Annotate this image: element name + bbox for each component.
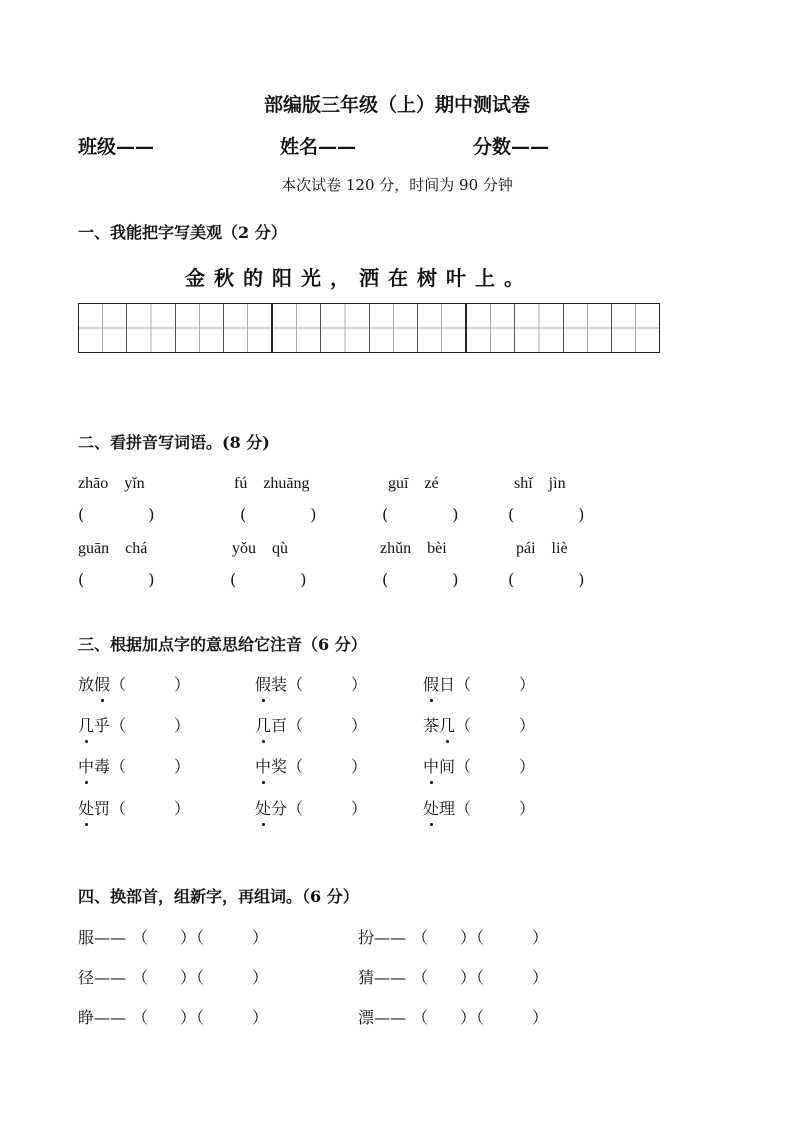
answer-blank[interactable]: （ ）（ ） [132,928,269,947]
word-char: 茶 [423,716,440,735]
grid-cell[interactable] [127,304,175,352]
word-char: 理 [439,799,456,818]
radical-word: 径—— [78,968,127,987]
exam-note: 本次试卷 120 分，时间为 90 分钟 [281,176,513,194]
dotted-word [255,713,367,736]
answer-blank[interactable]: （ ） [287,799,368,818]
pinyin-item: zhǔn bèi [380,540,447,557]
grid-cell[interactable] [467,304,515,352]
score-label: 分数—— [473,136,550,158]
dotted-word [423,754,535,777]
dotted-char: 中 [78,754,94,777]
grid-cell[interactable] [79,304,127,352]
word-char: 分 [271,799,288,818]
word-char: 毒 [94,757,111,776]
grid-block [466,303,660,353]
answer-blank[interactable]: （ ） [110,675,191,694]
dotted-word [423,713,535,736]
dotted-char: 处 [78,796,94,819]
pinyin-item: pái liè [516,540,568,557]
radical-word: 服—— [78,928,127,947]
class-label: 班级—— [78,136,155,158]
dotted-word [255,672,367,695]
grid-cell[interactable] [273,304,321,352]
dotted-word [78,713,190,736]
dotted-char: 处 [423,796,439,819]
dotted-char: 几 [439,713,455,736]
pinyin-item: shǐ jìn [514,475,566,492]
grid-cell[interactable] [418,304,465,352]
grid-cell[interactable] [176,304,224,352]
grid-cell[interactable] [370,304,418,352]
answer-blank[interactable]: （ ）（ ） [132,968,269,987]
copy-sentence: 金秋的阳光，洒在树叶上。 [185,266,533,290]
grid-cell[interactable] [321,304,369,352]
name-label: 姓名—— [280,136,357,158]
grid-cell[interactable] [224,304,271,352]
answer-blank[interactable]: （ ） [110,799,191,818]
section1-heading: 一、我能把字写美观（2 分） [78,223,287,242]
answer-blank[interactable]: ( ) [382,570,459,589]
answer-blank[interactable]: （ ）（ ） [412,1008,549,1027]
answer-blank[interactable]: ( ) [78,505,155,524]
answer-blank[interactable]: ( ) [78,570,155,589]
grid-block [78,303,272,353]
dotted-char: 假 [423,672,439,695]
dotted-word [78,796,190,819]
writing-grid [78,303,660,353]
answer-blank[interactable]: ( ) [508,505,585,524]
answer-blank[interactable]: （ ） [455,716,536,735]
word-char: 罚 [94,799,111,818]
dotted-char: 中 [255,754,271,777]
dotted-word [423,672,535,695]
word-char: 奖 [271,757,288,776]
word-char: 装 [271,675,288,694]
radical-word: 扮—— [358,928,407,947]
pinyin-item: guī zé [388,475,439,492]
answer-blank[interactable]: （ ）（ ） [132,1008,269,1027]
dotted-word [423,796,535,819]
dotted-char: 处 [255,796,271,819]
pinyin-item: zhāo yǐn [78,475,145,492]
section2-heading: 二、看拼音写词语。(8 分) [78,433,270,452]
pinyin-item: guān chá [78,540,148,557]
dotted-word [78,754,190,777]
dotted-char: 中 [423,754,439,777]
answer-blank[interactable]: （ ） [287,675,368,694]
answer-blank[interactable]: （ ） [455,675,536,694]
answer-blank[interactable]: ( ) [240,505,317,524]
grid-block [272,303,466,353]
pinyin-item: fú zhuāng [234,475,310,492]
answer-blank[interactable]: （ ） [455,757,536,776]
answer-blank[interactable]: （ ）（ ） [412,928,549,947]
answer-blank[interactable]: （ ） [110,716,191,735]
answer-blank[interactable]: ( ) [230,570,307,589]
dotted-char: 假 [94,672,110,695]
word-char: 日 [439,675,456,694]
grid-cell[interactable] [515,304,563,352]
radical-word: 猜—— [358,968,407,987]
answer-blank[interactable]: （ ） [110,757,191,776]
word-char: 间 [439,757,456,776]
dotted-word [255,796,367,819]
dotted-word [78,672,190,695]
word-char: 乎 [94,716,111,735]
word-char: 百 [271,716,288,735]
grid-cell[interactable] [564,304,612,352]
dotted-char: 几 [78,713,94,736]
grid-cell[interactable] [612,304,659,352]
answer-blank[interactable]: ( ) [382,505,459,524]
section3-heading: 三、根据加点字的意思给它注音（6 分） [78,635,367,654]
dotted-word [255,754,367,777]
pinyin-item: yǒu qù [232,540,289,557]
section4-heading: 四、换部首，组新字，再组词。（6 分） [78,887,359,906]
answer-blank[interactable]: （ ）（ ） [412,968,549,987]
word-char: 放 [78,675,95,694]
radical-word: 睁—— [78,1008,127,1027]
dotted-char: 假 [255,672,271,695]
radical-word: 漂—— [358,1008,407,1027]
page-title: 部编版三年级（上）期中测试卷 [263,94,530,116]
answer-blank[interactable]: （ ） [287,757,368,776]
dotted-char: 几 [255,713,271,736]
answer-blank[interactable]: （ ） [287,716,368,735]
answer-blank[interactable]: ( ) [508,570,585,589]
answer-blank[interactable]: （ ） [455,799,536,818]
